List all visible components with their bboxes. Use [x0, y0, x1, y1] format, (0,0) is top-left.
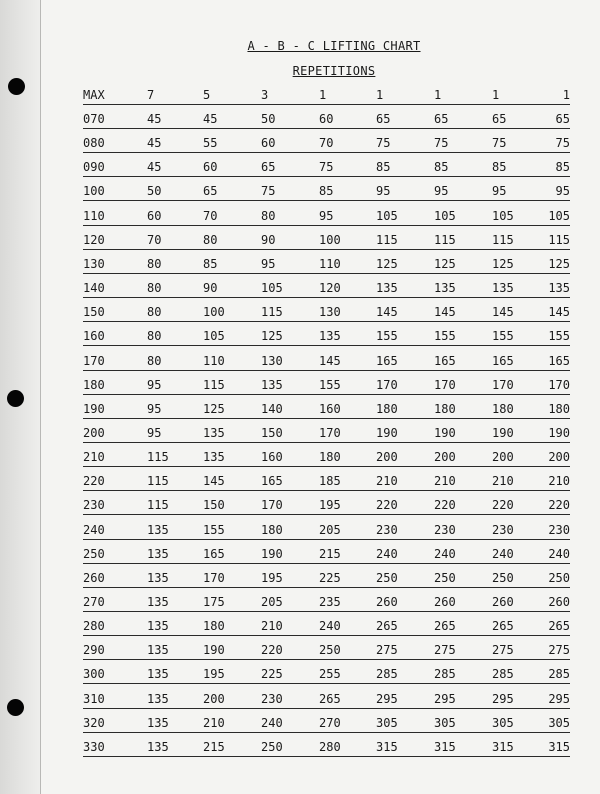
weight-cell: 155	[376, 329, 398, 343]
weight-cell: 60	[147, 209, 162, 223]
repetitions-heading: REPETITIONS	[292, 64, 376, 78]
weight-cell: 135	[319, 329, 341, 343]
weight-cell: 115	[434, 233, 456, 247]
weight-cell: 180	[434, 402, 456, 416]
max-cell: 230	[83, 498, 105, 512]
table-row	[83, 112, 570, 129]
weight-cell: 270	[319, 716, 341, 730]
table-row	[83, 547, 570, 564]
max-cell: 120	[83, 233, 105, 247]
weight-cell: 265	[492, 619, 514, 633]
weight-cell: 60	[203, 160, 218, 174]
weight-cell: 200	[434, 450, 456, 464]
weight-cell: 65	[261, 160, 276, 174]
weight-cell: 95	[434, 184, 449, 198]
table-row	[83, 136, 570, 153]
weight-cell: 135	[203, 426, 225, 440]
weight-cell: 145	[492, 305, 514, 319]
table-row	[83, 667, 570, 684]
weight-cell: 105	[434, 209, 456, 223]
weight-cell: 60	[261, 136, 276, 150]
weight-cell: 145	[548, 305, 570, 319]
max-cell: 290	[83, 643, 105, 657]
weight-cell: 205	[319, 523, 341, 537]
weight-cell: 105	[492, 209, 514, 223]
weight-cell: 210	[376, 474, 398, 488]
weight-cell: 260	[376, 595, 398, 609]
weight-cell: 235	[319, 595, 341, 609]
weight-cell: 160	[319, 402, 341, 416]
weight-cell: 80	[147, 354, 162, 368]
weight-cell: 200	[376, 450, 398, 464]
weight-cell: 260	[548, 595, 570, 609]
table-row	[83, 474, 570, 491]
table-row	[83, 643, 570, 660]
weight-cell: 315	[434, 740, 456, 754]
weight-cell: 165	[261, 474, 283, 488]
weight-cell: 170	[203, 571, 225, 585]
weight-cell: 195	[319, 498, 341, 512]
max-cell: 090	[83, 160, 105, 174]
weight-cell: 105	[261, 281, 283, 295]
table-row	[83, 498, 570, 515]
weight-cell: 280	[319, 740, 341, 754]
weight-cell: 95	[147, 378, 162, 392]
weight-cell: 220	[492, 498, 514, 512]
weight-cell: 165	[492, 354, 514, 368]
punch-hole	[7, 699, 24, 716]
weight-cell: 125	[434, 257, 456, 271]
weight-cell: 200	[548, 450, 570, 464]
weight-cell: 165	[203, 547, 225, 561]
weight-cell: 230	[492, 523, 514, 537]
weight-cell: 115	[147, 450, 169, 464]
weight-cell: 230	[434, 523, 456, 537]
weight-cell: 105	[376, 209, 398, 223]
weight-cell: 225	[319, 571, 341, 585]
table-row	[83, 354, 570, 371]
weight-cell: 50	[147, 184, 162, 198]
weight-cell: 180	[319, 450, 341, 464]
weight-cell: 105	[548, 209, 570, 223]
weight-cell: 110	[203, 354, 225, 368]
weight-cell: 85	[203, 257, 218, 271]
weight-cell: 240	[434, 547, 456, 561]
weight-cell: 95	[261, 257, 276, 271]
weight-cell: 180	[548, 402, 570, 416]
weight-cell: 170	[548, 378, 570, 392]
weight-cell: 295	[434, 692, 456, 706]
weight-cell: 275	[548, 643, 570, 657]
max-cell: 070	[83, 112, 105, 126]
max-header: MAX	[83, 88, 105, 102]
weight-cell: 135	[147, 523, 169, 537]
table-row	[83, 740, 570, 757]
table-row	[83, 281, 570, 298]
weight-cell: 305	[548, 716, 570, 730]
weight-cell: 305	[492, 716, 514, 730]
weight-cell: 135	[492, 281, 514, 295]
table-row	[83, 426, 570, 443]
weight-cell: 65	[434, 112, 449, 126]
weight-cell: 190	[548, 426, 570, 440]
max-cell: 270	[83, 595, 105, 609]
weight-cell: 170	[434, 378, 456, 392]
table-row	[83, 160, 570, 177]
weight-cell: 220	[434, 498, 456, 512]
weight-cell: 240	[492, 547, 514, 561]
weight-cell: 195	[203, 667, 225, 681]
weight-cell: 190	[203, 643, 225, 657]
weight-cell: 190	[434, 426, 456, 440]
weight-cell: 75	[319, 160, 334, 174]
weight-cell: 150	[261, 426, 283, 440]
table-row	[83, 595, 570, 612]
weight-cell: 190	[376, 426, 398, 440]
weight-cell: 45	[147, 112, 162, 126]
weight-cell: 80	[147, 329, 162, 343]
weight-cell: 135	[147, 716, 169, 730]
table-row	[83, 305, 570, 322]
weight-cell: 215	[319, 547, 341, 561]
weight-cell: 220	[261, 643, 283, 657]
weight-cell: 265	[548, 619, 570, 633]
table-row	[83, 716, 570, 733]
weight-cell: 125	[492, 257, 514, 271]
weight-cell: 75	[434, 136, 449, 150]
weight-cell: 210	[261, 619, 283, 633]
weight-cell: 85	[492, 160, 507, 174]
weight-cell: 195	[261, 571, 283, 585]
weight-cell: 295	[548, 692, 570, 706]
weight-cell: 230	[548, 523, 570, 537]
weight-cell: 185	[319, 474, 341, 488]
weight-cell: 155	[492, 329, 514, 343]
weight-cell: 80	[203, 233, 218, 247]
weight-cell: 120	[319, 281, 341, 295]
weight-cell: 150	[203, 498, 225, 512]
weight-cell: 75	[555, 136, 570, 150]
weight-cell: 220	[548, 498, 570, 512]
weight-cell: 225	[261, 667, 283, 681]
weight-cell: 285	[376, 667, 398, 681]
weight-cell: 115	[147, 474, 169, 488]
weight-cell: 110	[319, 257, 341, 271]
table-row	[83, 233, 570, 250]
weight-cell: 250	[376, 571, 398, 585]
weight-cell: 240	[548, 547, 570, 561]
weight-cell: 165	[548, 354, 570, 368]
punch-hole	[8, 78, 25, 95]
weight-cell: 250	[319, 643, 341, 657]
weight-cell: 260	[492, 595, 514, 609]
weight-cell: 165	[434, 354, 456, 368]
weight-cell: 125	[261, 329, 283, 343]
weight-cell: 100	[319, 233, 341, 247]
weight-cell: 170	[492, 378, 514, 392]
weight-cell: 85	[319, 184, 334, 198]
weight-cell: 130	[319, 305, 341, 319]
weight-cell: 315	[492, 740, 514, 754]
weight-cell: 265	[319, 692, 341, 706]
reps-header: 1	[376, 88, 384, 102]
weight-cell: 275	[434, 643, 456, 657]
weight-cell: 255	[319, 667, 341, 681]
weight-cell: 125	[376, 257, 398, 271]
weight-cell: 170	[376, 378, 398, 392]
weight-cell: 205	[261, 595, 283, 609]
weight-cell: 70	[147, 233, 162, 247]
weight-cell: 95	[492, 184, 507, 198]
weight-cell: 85	[434, 160, 449, 174]
weight-cell: 250	[492, 571, 514, 585]
weight-cell: 230	[261, 692, 283, 706]
weight-cell: 55	[203, 136, 218, 150]
max-cell: 330	[83, 740, 105, 754]
max-cell: 240	[83, 523, 105, 537]
reps-header: 7	[147, 88, 155, 102]
weight-cell: 135	[147, 571, 169, 585]
weight-cell: 145	[376, 305, 398, 319]
max-cell: 320	[83, 716, 105, 730]
weight-cell: 250	[434, 571, 456, 585]
weight-cell: 190	[492, 426, 514, 440]
weight-cell: 65	[492, 112, 507, 126]
punch-hole	[7, 390, 24, 407]
reps-header: 1	[434, 88, 442, 102]
max-cell: 280	[83, 619, 105, 633]
weight-cell: 135	[261, 378, 283, 392]
weight-cell: 230	[376, 523, 398, 537]
weight-cell: 135	[434, 281, 456, 295]
weight-cell: 75	[261, 184, 276, 198]
weight-cell: 115	[147, 498, 169, 512]
weight-cell: 250	[261, 740, 283, 754]
weight-cell: 75	[376, 136, 391, 150]
weight-cell: 45	[147, 136, 162, 150]
reps-header: 5	[203, 88, 211, 102]
weight-cell: 45	[147, 160, 162, 174]
weight-cell: 65	[376, 112, 391, 126]
max-cell: 310	[83, 692, 105, 706]
weight-cell: 75	[492, 136, 507, 150]
reps-header: 1	[562, 88, 570, 102]
weight-cell: 115	[548, 233, 570, 247]
weight-cell: 115	[203, 378, 225, 392]
weight-cell: 95	[319, 209, 334, 223]
max-cell: 080	[83, 136, 105, 150]
weight-cell: 250	[548, 571, 570, 585]
max-cell: 150	[83, 305, 105, 319]
weight-cell: 295	[492, 692, 514, 706]
table-row	[83, 378, 570, 395]
max-cell: 170	[83, 354, 105, 368]
table-row	[83, 692, 570, 709]
weight-cell: 240	[261, 716, 283, 730]
max-cell: 190	[83, 402, 105, 416]
table-row	[83, 619, 570, 636]
weight-cell: 240	[319, 619, 341, 633]
table-row	[83, 184, 570, 201]
weight-cell: 165	[376, 354, 398, 368]
weight-cell: 125	[203, 402, 225, 416]
weight-cell: 275	[492, 643, 514, 657]
weight-cell: 180	[261, 523, 283, 537]
weight-cell: 265	[376, 619, 398, 633]
weight-cell: 260	[434, 595, 456, 609]
weight-cell: 155	[434, 329, 456, 343]
weight-cell: 135	[548, 281, 570, 295]
max-cell: 200	[83, 426, 105, 440]
max-cell: 100	[83, 184, 105, 198]
reps-header: 3	[261, 88, 269, 102]
reps-header: 1	[319, 88, 327, 102]
table-row	[83, 257, 570, 274]
weight-cell: 95	[147, 426, 162, 440]
weight-cell: 180	[492, 402, 514, 416]
weight-cell: 115	[492, 233, 514, 247]
weight-cell: 45	[203, 112, 218, 126]
weight-cell: 155	[319, 378, 341, 392]
weight-cell: 70	[319, 136, 334, 150]
weight-cell: 80	[261, 209, 276, 223]
weight-cell: 95	[147, 402, 162, 416]
weight-cell: 65	[555, 112, 570, 126]
weight-cell: 285	[434, 667, 456, 681]
weight-cell: 135	[147, 547, 169, 561]
weight-cell: 285	[548, 667, 570, 681]
weight-cell: 90	[203, 281, 218, 295]
max-cell: 300	[83, 667, 105, 681]
weight-cell: 115	[376, 233, 398, 247]
weight-cell: 95	[376, 184, 391, 198]
weight-cell: 145	[434, 305, 456, 319]
weight-cell: 85	[555, 160, 570, 174]
weight-cell: 135	[147, 692, 169, 706]
weight-cell: 135	[147, 619, 169, 633]
table-row	[83, 523, 570, 540]
max-cell: 250	[83, 547, 105, 561]
weight-cell: 85	[376, 160, 391, 174]
weight-cell: 95	[555, 184, 570, 198]
weight-cell: 315	[548, 740, 570, 754]
weight-cell: 100	[203, 305, 225, 319]
weight-cell: 135	[147, 667, 169, 681]
weight-cell: 315	[376, 740, 398, 754]
weight-cell: 155	[203, 523, 225, 537]
weight-cell: 180	[376, 402, 398, 416]
weight-cell: 60	[319, 112, 334, 126]
weight-cell: 135	[147, 643, 169, 657]
max-cell: 110	[83, 209, 105, 223]
weight-cell: 305	[434, 716, 456, 730]
weight-cell: 80	[147, 305, 162, 319]
weight-cell: 220	[376, 498, 398, 512]
reps-header: 1	[492, 88, 500, 102]
weight-cell: 200	[492, 450, 514, 464]
weight-cell: 90	[261, 233, 276, 247]
weight-cell: 190	[261, 547, 283, 561]
weight-cell: 145	[319, 354, 341, 368]
weight-cell: 80	[147, 257, 162, 271]
weight-cell: 160	[261, 450, 283, 464]
weight-cell: 80	[147, 281, 162, 295]
weight-cell: 210	[203, 716, 225, 730]
weight-cell: 170	[319, 426, 341, 440]
max-cell: 160	[83, 329, 105, 343]
weight-cell: 130	[261, 354, 283, 368]
max-cell: 210	[83, 450, 105, 464]
weight-cell: 125	[548, 257, 570, 271]
weight-cell: 285	[492, 667, 514, 681]
weight-cell: 200	[203, 692, 225, 706]
table-row	[83, 450, 570, 467]
weight-cell: 265	[434, 619, 456, 633]
weight-cell: 180	[203, 619, 225, 633]
weight-cell: 105	[203, 329, 225, 343]
weight-cell: 295	[376, 692, 398, 706]
weight-cell: 215	[203, 740, 225, 754]
weight-cell: 145	[203, 474, 225, 488]
weight-cell: 170	[261, 498, 283, 512]
weight-cell: 135	[203, 450, 225, 464]
max-cell: 130	[83, 257, 105, 271]
max-cell: 220	[83, 474, 105, 488]
max-cell: 180	[83, 378, 105, 392]
weight-cell: 140	[261, 402, 283, 416]
table-row	[83, 402, 570, 419]
table-row	[83, 329, 570, 346]
table-row	[83, 209, 570, 226]
weight-cell: 305	[376, 716, 398, 730]
chart-title: A - B - C LIFTING CHART	[247, 39, 421, 53]
weight-cell: 175	[203, 595, 225, 609]
weight-cell: 240	[376, 547, 398, 561]
weight-cell: 115	[261, 305, 283, 319]
weight-cell: 135	[147, 740, 169, 754]
weight-cell: 210	[548, 474, 570, 488]
weight-cell: 135	[147, 595, 169, 609]
weight-cell: 135	[376, 281, 398, 295]
weight-cell: 50	[261, 112, 276, 126]
weight-cell: 65	[203, 184, 218, 198]
table-row	[83, 571, 570, 588]
header-row	[83, 88, 570, 105]
max-cell: 140	[83, 281, 105, 295]
weight-cell: 210	[492, 474, 514, 488]
weight-cell: 210	[434, 474, 456, 488]
weight-cell: 70	[203, 209, 218, 223]
max-cell: 260	[83, 571, 105, 585]
weight-cell: 155	[548, 329, 570, 343]
margin-rule	[40, 0, 41, 794]
weight-cell: 275	[376, 643, 398, 657]
